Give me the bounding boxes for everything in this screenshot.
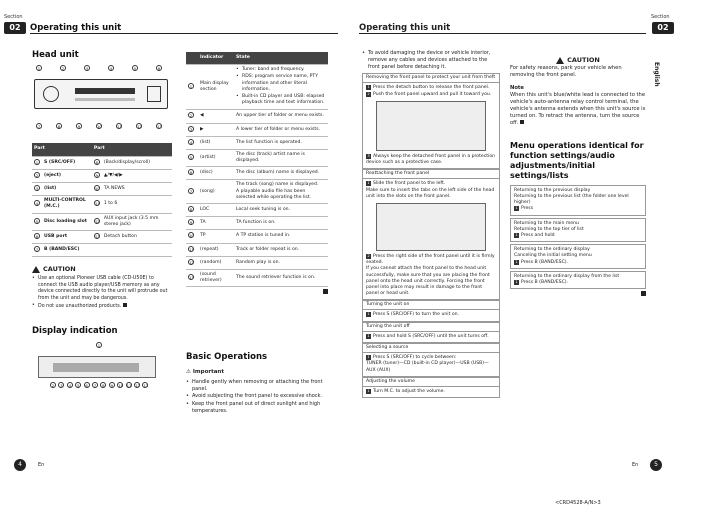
callout-number: 5 [35,218,39,224]
indicator-row [186,230,328,243]
caution-title: CAUTION [43,265,76,274]
removing-step: Push the front panel upward and pull it toward you. [373,91,492,97]
step-number: 1 [515,233,518,238]
callout-number: 1 [189,84,193,90]
parts-row [32,196,172,213]
indicator-row [186,123,328,136]
callout-number: 11 [117,124,122,130]
menu-heading: Menu operations identical for function settings/audio adjustments/initial settings/lists [510,140,644,180]
parts-header-2: Part [92,143,172,156]
multi-control-knob [43,86,59,102]
part-number [32,169,42,182]
parts-table [32,143,172,257]
reattaching-step: Slide the front panel to the left. Make sure to insert the tabs on the left side of the head unit into the slots on the front panel. [366,181,495,199]
indicator-name: TP [198,230,234,243]
turn-off-step: Press and hold S (SRC/OFF) until the unit turns off. [373,333,489,339]
page-number-right: 5 [650,459,662,471]
head-unit-section [32,50,172,406]
callouts-top [36,65,168,73]
part-number [92,244,102,257]
indicator-state: A TP station is tuned in. [234,230,328,243]
parts-row [32,183,172,196]
indicator-name: ▶ [198,123,234,136]
indicator-row [186,167,328,180]
basic-item: • Handle gently when removing or attaching the front panel. [186,379,328,393]
volume-title: Adjusting the volume [363,378,499,387]
note-text: When this unit's blue/white lead is connected to the vehicle's auto-antenna relay control terminal, the vehicle's antenna extends when this unit's source is turned on. To retract the antenna, turn the source off. [510,91,646,126]
callout-number: 7 [37,124,41,130]
state-item: • RDS: program service name, PTY information and other literal information. [236,74,326,93]
basic-item: • Keep the front panel out of direct sunlight and high temperatures. [186,401,328,415]
callout-number: 4 [109,66,113,72]
part-name: (list) [42,183,92,196]
menu-box [510,218,646,243]
menu-step-text: Press B (BAND/ESC). [521,279,569,285]
callout-number: 7 [93,382,97,388]
part-number [92,156,102,169]
callout-number: 12 [94,218,100,224]
end-mark-icon [641,291,646,296]
state-header: State [234,52,328,65]
footer-code: <CRD4528-A/N>3 [555,500,601,506]
indicator-number [186,180,198,204]
callout-number: 12 [135,382,140,388]
warning-icon [32,266,40,273]
indicator-state: The sound retriever function is on. [234,269,328,286]
part-name: TA NEWS [102,183,172,196]
indicator-row [186,65,328,110]
indicator-number [186,256,198,269]
menu-line: Returning to the top tier of list [514,226,584,232]
indicator-name: TA [198,217,234,230]
menu-line: Returning to the previous list (the folder one level higher) [514,194,629,206]
source-title: Selecting a source [363,344,499,353]
callout-number: 2 [61,66,65,72]
head-unit-heading: Head unit [32,50,79,60]
part-name: USB port [42,230,92,243]
menu-step [514,280,642,286]
callout-number: 8 [102,382,105,388]
part-name: (Back/display/scroll) [102,156,172,169]
callout-number: 6 [189,170,193,176]
indicator-number [186,149,198,166]
callout-number: 7 [189,188,193,194]
indicator-state: Local seek tuning is on. [234,204,328,217]
callout-number: 2 [51,382,55,388]
section-number: 02 [4,22,26,34]
state-item: • Tuner: band and frequency. [236,67,326,73]
part-name: Disc loading slot [42,213,92,230]
side-language: English [653,62,660,87]
reattaching-step: Press the right side of the front panel until it is firmly seated. If you cannot attach the front panel to the head unit successfully, make sure that you are placing the front panel onto the head unit correctly. Forcing the front panel into place may result in damage to the front panel or head unit. [366,253,495,297]
basic-operations [186,352,328,416]
section-label-right: Section [651,14,670,20]
end-mark-icon [123,303,127,307]
menu-box [510,244,646,269]
display-main-section [53,363,139,372]
part-name: (eject) [42,169,92,182]
display-heading: Display indication [32,326,118,337]
note-title: Note [510,84,524,91]
removing-step: Press the detach button to release the front panel. [373,85,490,91]
indicator-name: LOC [198,204,234,217]
callout-number: 11 [189,246,194,252]
callout-number: 2 [35,172,39,178]
right-col-2 [510,56,646,299]
step-number: 1 [515,206,518,211]
callout-number: 10 [189,233,194,239]
indicator-section [186,52,328,297]
parts-row [32,169,172,182]
page-lang: En [38,462,45,468]
indicator-name: (artist) [198,149,234,166]
indicator-row [186,256,328,269]
part-name: MULTI-CONTROL (M.C.) [42,196,92,213]
callout-number: 5 [76,382,80,388]
callout-number: 13 [94,233,100,239]
turn-off-title: Turning the unit off [363,323,499,332]
caution-title-right: CAUTION [567,56,600,64]
part-number [92,230,102,243]
part-name [102,244,172,257]
important-label: Important [192,369,224,376]
callout-number: 8 [95,159,99,165]
callout-number: 3 [60,382,63,388]
removing-title: Removing the front panel to protect your unit from theft [363,74,499,83]
part-name: 1 to 6 [102,196,172,213]
page-title-bar-right [359,22,646,34]
part-name: S (SRC/OFF) [42,156,92,169]
indicator-state: The disc (album) name is displayed. [234,167,328,180]
indicator-row [186,149,328,166]
indicator-state: The list function is operated. [234,136,328,149]
usb-port [147,86,161,102]
callout-number: 10 [97,124,102,130]
step-number: 1 [515,259,518,264]
display-callout: 1 [97,342,101,348]
callout-number: 13 [143,382,149,388]
callout-number: 10 [118,382,124,388]
indicator-state: The track (song) name is displayed. A playable audio file has been selected while operating the list. [234,180,328,204]
basic-list [186,379,328,415]
indicator-name: ◀ [198,110,234,123]
indicator-number [186,110,198,123]
indicator-state: A lower tier of folder or menu exists. [234,123,328,136]
state-item: • Built-in CD player and USB: elapsed playback time and text information. [236,94,326,106]
indicator-state: Track or folder repeat is on. [234,243,328,256]
disc-slot [75,98,135,101]
indicator-number [186,230,198,243]
page-title: Operating this unit [30,23,122,33]
volume-box: Adjusting the volume 1 Turn M.C. to adjust the volume. [362,377,500,398]
page-number: 4 [14,459,26,471]
callout-number: 11 [126,382,132,388]
part-number [92,196,102,213]
parts-row [32,213,172,230]
reattaching-box: Reattaching the front panel 1 Slide the front panel to the left. Make sure to insert the tabs on the left side of the head unit into the slots on the front panel. 2 Press the right side of the front panel until it is firmly seated. If you cannot attach the front panel to the head unit successfully, make sure that you are placing the front panel onto the head unit correctly. Forcing the front panel into place may result in damage to the front panel or head unit. [362,169,500,300]
indicator-state [234,65,328,110]
parts-row [32,156,172,169]
indicator-header: Indicator [198,52,234,65]
indicator-row [186,136,328,149]
right-col-1 [362,50,500,398]
indicator-number [186,123,198,136]
part-number [32,196,42,213]
callout-number: 8 [189,207,193,212]
warning-icon [556,57,564,64]
callout-number: 4 [189,139,193,145]
callout-number: 3 [35,186,39,192]
indicator-row [186,204,328,217]
volume-step: Turn M.C. to adjust the volume. [373,388,445,394]
indicator-state: The disc (track) artist name is displayed. [234,149,328,166]
menu-step [514,233,642,239]
section-label: Section [4,14,23,20]
end-mark-icon [323,289,328,294]
callout-number: 10 [94,186,100,192]
turn-on-title: Turning the unit on [363,301,499,310]
menu-line: Returning to the previous display [514,187,591,193]
menu-line: Returning to the ordinary display from the list [514,273,620,279]
indicator-name: (list) [198,136,234,149]
part-name: AUX input jack (3.5 mm stereo jack) [102,213,172,230]
state-list [236,67,326,106]
callout-number: 3 [85,66,89,72]
indicator-row [186,110,328,123]
removing-step: Always keep the detached front panel in a protection device such as a protective case. [366,153,496,165]
part-number [92,169,102,182]
menu-boxes [510,185,646,289]
callout-number: 1 [35,159,39,165]
head-unit-illustration [34,79,168,109]
indicator-row [186,243,328,256]
basic-heading: Basic Operations [186,352,268,362]
section-number-right: 02 [652,22,674,34]
intro-text: • To avoid damaging the device or vehicle interior, remove any cables and devices attached to the front panel before detaching it. [362,50,500,70]
indicator-row [186,180,328,204]
menu-line: Returning to the ordinary display [514,247,590,253]
page-lang-right: En [632,462,639,468]
part-number [92,213,102,230]
part-number [32,230,42,243]
callout-number: 4 [68,382,71,388]
callout-number: 13 [157,124,162,130]
part-number [32,156,42,169]
callout-number: 6 [35,233,39,239]
callouts-bottom [36,123,168,131]
step-number: 1 [515,279,518,284]
callout-number: 4 [35,201,39,207]
part-number [32,183,42,196]
part-name: ▲/▼/◀/▶ [102,169,172,182]
callout-number: 12 [189,259,194,265]
indicator-name: (repeat) [198,243,234,256]
callout-number: 6 [157,66,161,72]
callout-number: 9 [77,124,81,130]
indicator-number [186,217,198,230]
caution-item: • Use an optional Pioneer USB cable (CD-U50E) to connect the USB audio player/USB memory as any device connected directly to the unit will protrude out from the unit and may be dangerous. [32,276,172,302]
callout-number: 7 [35,247,39,253]
part-number [32,244,42,257]
callout-number: 11 [94,201,100,207]
indicator-state: TA function is on. [234,217,328,230]
part-number [92,183,102,196]
indicator-number [186,136,198,149]
caution-block [32,265,172,310]
callout-number: 8 [57,124,61,130]
turn-off-box: Turning the unit off 1 Press and hold S (SRC/OFF) until the unit turns off. [362,322,500,343]
callout-number: 6 [85,382,88,388]
display-illustration [38,356,156,378]
menu-step-text: Press B (BAND/ESC). [521,259,569,265]
page-title-bar [30,22,338,34]
removing-box: Removing the front panel to protect your unit from theft 1 Press the detach button to release the front panel. 2 Push the front panel upward and pull it toward you. 3 Always keep the detached front panel in a protection device such as a protective case. [362,73,500,169]
menu-step-text: Press and hold [521,233,555,239]
menu-box [510,185,646,216]
indicator-number [186,204,198,217]
source-step: Press S (SRC/OFF) to cycle between: TUNER (tuner)—CD (built-in CD player)—USB (USB)—AUX (AUX) [366,355,489,373]
source-box: Selecting a source 1 Press S (SRC/OFF) to cycle between: TUNER (tuner)—CD (built-in CD player)—USB (USB)—AUX (AUX) [362,343,500,377]
indicator-number [186,167,198,180]
menu-step-text: Press [521,206,534,212]
parts-header-1: Part [32,143,92,156]
indicator-row [186,217,328,230]
indicator-state: An upper tier of folder or menu exists. [234,110,328,123]
callout-number: 1 [37,66,41,72]
indicator-name: Main display section [198,65,234,110]
menu-line: Canceling the initial setting menu [514,253,592,259]
callout-number: 13 [189,275,194,281]
menu-box [510,271,646,289]
turn-on-box: Turning the unit on 1 Press S (SRC/OFF) to turn the unit on. [362,300,500,321]
removing-illustration [376,101,486,151]
menu-step [514,206,642,212]
indicator-row [186,269,328,286]
menu-step [514,260,642,266]
indicator-table [186,52,328,287]
part-number [32,213,42,230]
indicator-name: (sound retriever) [198,269,234,286]
callout-number: 5 [189,154,193,160]
indicator-number [186,243,198,256]
parts-row [32,230,172,243]
callout-number: 9 [110,382,113,388]
turn-on-step: Press S (SRC/OFF) to turn the unit on. [373,312,460,318]
indicator-name: (disc) [198,167,234,180]
end-mark-icon [520,120,524,124]
part-name: B (BAND/ESC) [42,244,92,257]
callout-number: 3 [189,126,193,132]
part-name: Detach button [102,230,172,243]
callout-number: 9 [95,172,99,178]
parts-row [32,244,172,257]
caution-item: • Do not use unauthorized products. [32,303,172,310]
indicator-number [186,269,198,286]
reattaching-illustration [376,203,486,251]
indicator-name: (song) [198,180,234,204]
basic-item: • Avoid subjecting the front panel to excessive shock. [186,393,328,400]
indicator-number [186,65,198,110]
important-icon: ⚠ [186,369,193,376]
caution-text-right: For safety reasons, park your vehicle when removing the front panel. [510,64,622,78]
indicator-state: Random play is on. [234,256,328,269]
menu-line: Returning to the main menu [514,220,579,226]
indicator-name: (random) [198,256,234,269]
callout-number: 2 [189,113,193,119]
reattaching-title: Reattaching the front panel [363,170,499,179]
callout-number: 9 [189,220,193,226]
callout-number: 5 [133,66,137,72]
display-window [75,88,135,94]
callout-number: 12 [137,124,142,130]
page-title-right: Operating this unit [359,23,451,33]
